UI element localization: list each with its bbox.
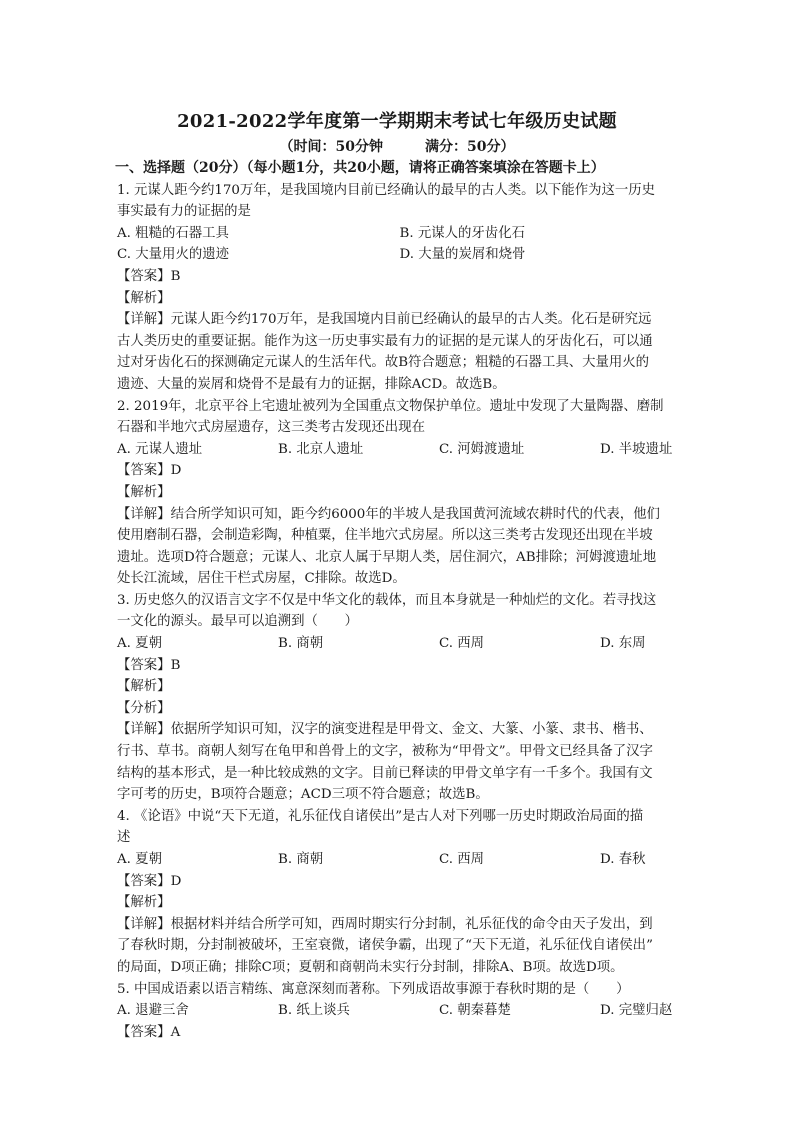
detail-text: 结构的基本形式，是一种比较成熟的文字。目前已释读的甲骨文单字有一千多个。我国有文 (117, 765, 653, 781)
options-row (117, 439, 682, 461)
option-b: B. 商朝 (278, 636, 324, 652)
answer-label: 【答案】 (117, 268, 171, 284)
answer-line (117, 655, 682, 677)
option-c: C. 西周 (439, 852, 485, 867)
question-stem-line: 3. 历史悠久的汉语言文字不仅是中华文化的载体，而且本身就是一种灿烂的文化。若寻找这 (117, 592, 657, 608)
detail-text: 使用磨制石器，会制造彩陶，种植粟，住半地穴式房屋。所以这三类考古发现还出现在半坡 (117, 528, 653, 544)
exam-content (117, 158, 682, 1043)
exam-info (0, 136, 794, 156)
detail-label: 【详解】 (117, 506, 171, 522)
detail-label: 【详解】 (117, 312, 171, 328)
section-title: 一、选择题（20分）（每小题1分，共20小题，请将正确答案填涂在答题卡上） (115, 160, 605, 176)
option-a: A. 元谋人遗址 (117, 441, 203, 457)
analysis-label: 【解析】 (117, 290, 171, 306)
option-a: A. 夏朝 (117, 636, 162, 652)
option-d: D. 完璧归赵 (600, 1003, 673, 1019)
detail-label: 【详解】 (117, 916, 171, 932)
options-row (117, 244, 682, 266)
question-stem-line: 事实最有力的证据的是 (117, 204, 251, 220)
option-a: A. 粗糙的石器工具 (117, 225, 229, 241)
option-c: C. 西周 (439, 636, 485, 652)
detail-text: 元谋人距今约170万年，是我国境内目前已经确认的最早的古人类。化石是研究远 (170, 312, 652, 328)
detail-label: 【详解】 (117, 722, 171, 738)
analysis-label: 【解析】 (117, 679, 171, 695)
detail-line (117, 914, 682, 936)
detail-text: 过对牙齿化石的探测确定元谋人的生活年代。故B符合题意；粗糙的石器工具、大量用火的 (117, 355, 650, 371)
option-d: D. 春秋 (600, 852, 646, 867)
question-stem-line: 石器和半地穴式房屋遗存，这三类考古发现还出现在 (117, 420, 425, 436)
page-title: 2021-2022学年度第一学期期末考试七年级历史试题 (177, 111, 617, 132)
answer-label: 【答案】 (117, 873, 171, 889)
detail-text: 了春秋时期，分封制被破坏，王室衰微，诸侯争霸，出现了“天下无道，礼乐征伐自诸侯出” (117, 938, 653, 954)
analysis-label: 【解析】 (117, 484, 171, 500)
option-c: C. 大量用火的遗迹 (117, 247, 230, 263)
options-row (117, 223, 682, 245)
answer-label: 【答案】 (117, 463, 171, 479)
analysis-label: 【解析】 (117, 895, 171, 911)
option-b: B. 商朝 (278, 852, 324, 867)
question-stem-line: 4. 《论语》中说“天下无道，礼乐征伐自诸侯出”是古人对下列哪一历史时期政治局面的描 (117, 808, 644, 824)
answer-value: B (170, 268, 181, 284)
detail-text: 遗迹、大量的炭屑和烧骨不是最有力的证据，排除ACD。故选B。 (117, 376, 506, 392)
question-2 (117, 396, 682, 590)
detail-line (117, 309, 682, 331)
option-a: A. 夏朝 (117, 852, 162, 867)
option-b: B. 纸上谈兵 (278, 1003, 350, 1019)
answer-value: A (170, 1024, 181, 1040)
detail-text: 根据材料并结合所学可知，西周时期实行分封制，礼乐征伐的命令由天子发出，到 (170, 916, 653, 932)
detail-text: 处长江流域，居住干栏式房屋，C排除。故选D。 (117, 571, 406, 587)
option-d: D. 大量的炭屑和烧骨 (399, 247, 526, 263)
option-b: B. 元谋人的牙齿化石 (399, 225, 525, 241)
option-d: D. 东周 (600, 636, 646, 652)
exam-time: （时间：50分钟 (279, 139, 383, 155)
detail-text: 古人类历史的重要证据。能作为这一历史事实最有力的证据的是元谋人的牙齿化石，可以通 (117, 333, 653, 349)
question-3 (117, 590, 682, 806)
detail-text: 遗址。选项D符合题意；元谋人、北京人属于早期人类，居住洞穴，AB排除；河姆渡遗址地 (117, 549, 657, 565)
option-b: B. 北京人遗址 (278, 441, 364, 457)
answer-label: 【答案】 (117, 657, 171, 673)
option-a: A. 退避三舍 (117, 1003, 189, 1019)
options-row (117, 849, 682, 871)
options-row (117, 633, 682, 655)
question-1 (117, 180, 682, 396)
exam-score: 满分：50分） (425, 139, 515, 155)
detail-line (117, 504, 682, 526)
question-stem-line: 2. 2019年，北京平谷上宅遗址被列为全国重点文物保护单位。遗址中发现了大量陶器、磨制 (117, 398, 664, 414)
question-stem-line: 5. 中国成语素以语言精练、寓意深刻而著称。下列成语故事源于春秋时期的是（ ） (117, 981, 630, 997)
answer-value: B (170, 657, 181, 673)
answer-label: 【答案】 (117, 1024, 171, 1040)
detail-text: 字可考的历史，B项符合题意；ACD三项不符合题意；故选B。 (117, 787, 489, 803)
question-5 (117, 979, 682, 1044)
option-c: C. 河姆渡遗址 (439, 441, 525, 457)
detail-text: 行书、草书。商朝人刻写在龟甲和兽骨上的文字，被称为“甲骨文”。甲骨文已经具备了汉字 (117, 744, 653, 760)
question-stem-line: 一文化的源头。最早可以追溯到（ ） (117, 614, 359, 630)
fenxi-label: 【分析】 (117, 700, 171, 716)
detail-text: 依据所学知识可知，汉字的演变进程是甲骨文、金文、大篆、小篆、隶书、楷书、 (170, 722, 653, 738)
detail-text: 的局面，D项正确；排除C项；夏朝和商朝尚未实行分封制，排除A、B项。故选D项。 (117, 959, 624, 975)
answer-value: D (170, 463, 182, 479)
question-4 (117, 806, 682, 979)
options-row (117, 1000, 682, 1022)
option-c: C. 朝秦暮楚 (439, 1003, 511, 1019)
question-stem-line: 述 (117, 830, 131, 846)
question-stem-line: 1. 元谋人距今约170万年，是我国境内目前已经确认的最早的古人类。以下能作为这一历史 (117, 182, 656, 198)
answer-line (117, 460, 682, 482)
option-d: D. 半坡遗址 (600, 441, 673, 457)
answer-value: D (170, 873, 182, 889)
detail-line (117, 719, 682, 741)
answer-line (117, 1022, 682, 1044)
detail-text: 结合所学知识可知，距今约6000年的半坡人是我国黄河流域农耕时代的代表，他们 (170, 506, 660, 522)
answer-line (117, 871, 682, 893)
answer-line (117, 266, 682, 288)
